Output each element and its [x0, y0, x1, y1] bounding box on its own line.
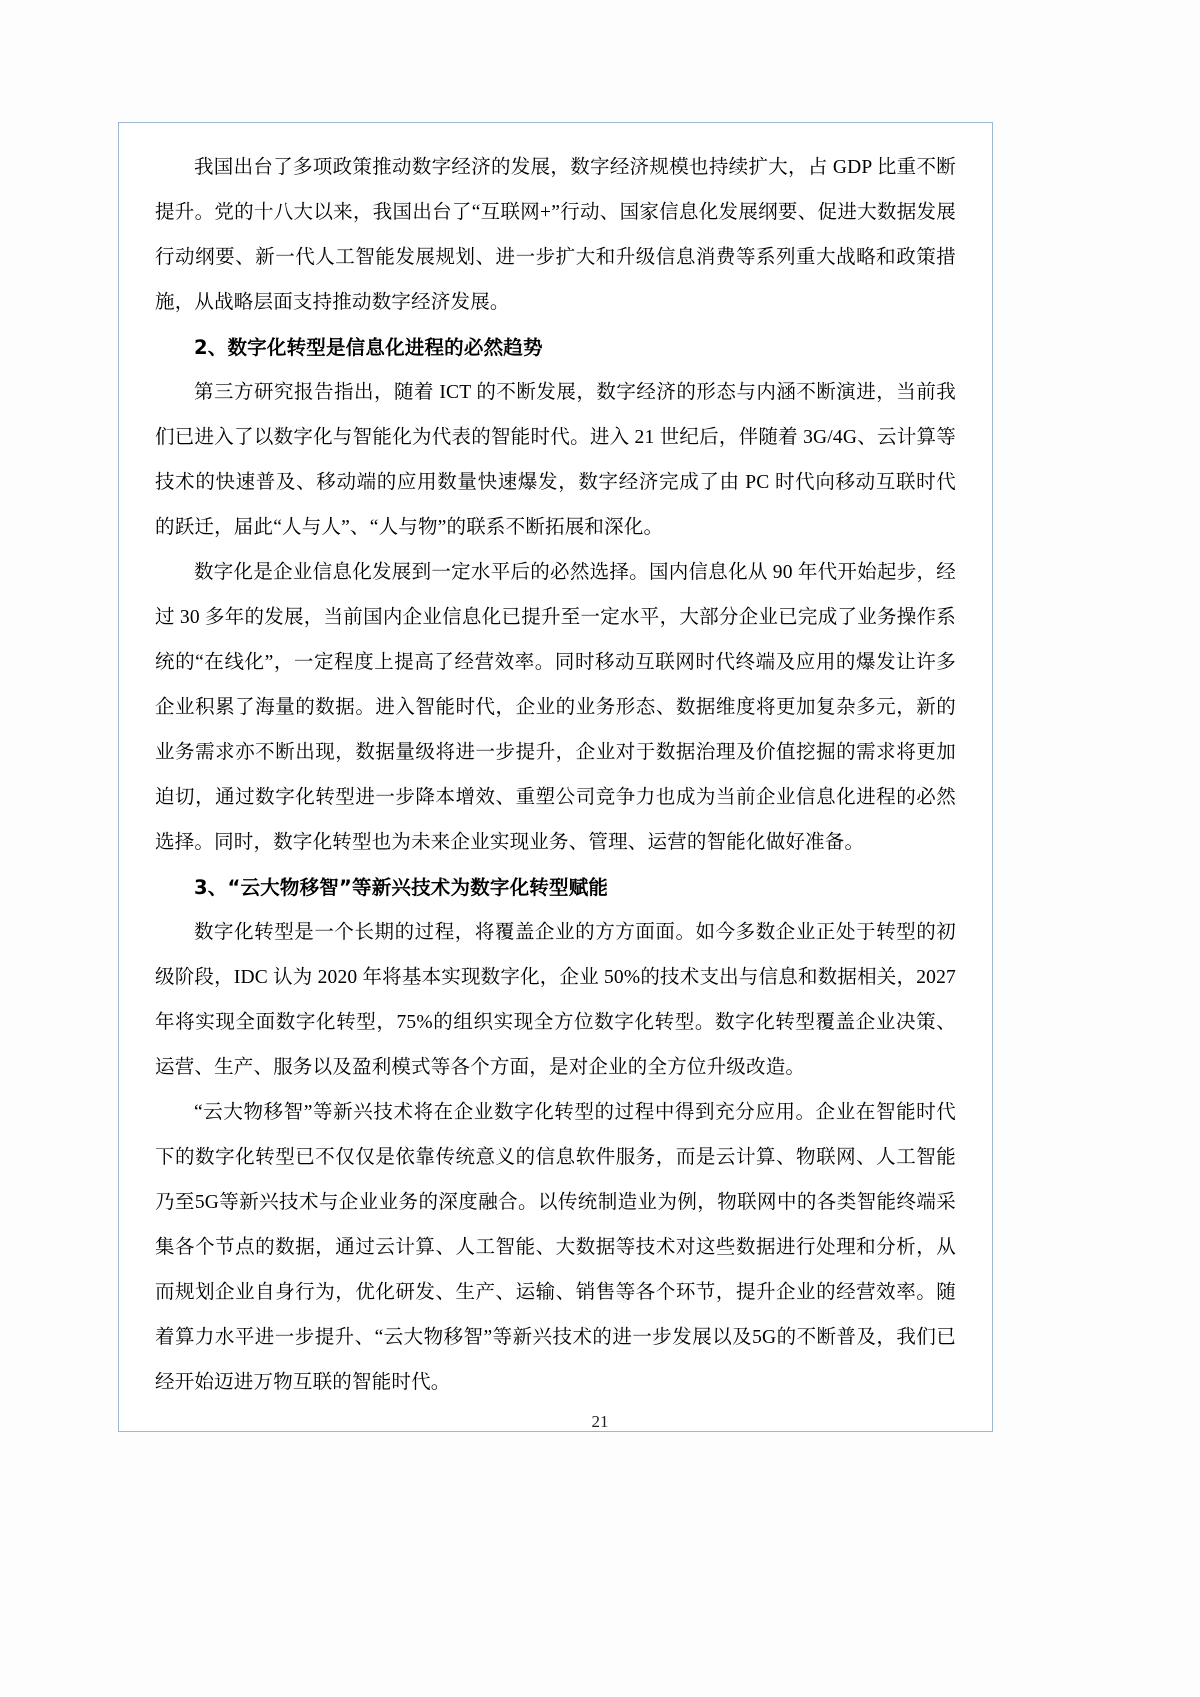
paragraph-idc: 数字化转型是一个长期的过程，将覆盖企业的方方面面。如今多数企业正处于转型的初级阶段，IDC 认为 2020 年将基本实现数字化，企业 50%的技术支出与信息和数据相关，2027 年将实现全面数字化转型，75%的组织实现全方位数字化转型。数字化转型覆盖企业决策、运营、生产、服务以及盈利模式等各个方面，是对企业的全方位升级改造。 [155, 922, 956, 1078]
heading-2: 2、数字化转型是信息化进程的必然趋势 [194, 336, 543, 359]
page-number: 21 [591, 1412, 609, 1431]
content-frame [118, 122, 993, 1432]
paragraph-ict: 第三方研究报告指出，随着 ICT 的不断发展，数字经济的形态与内涵不断演进，当前我们已进入了以数字化与智能化为代表的智能时代。进入 21 世纪后，伴随着 3G/4G、云计算等技术的快速普及、移动端的应用数量快速爆发，数字经济完成了由 PC 时代向移动互联时代的跃迁，届此“人与人”、“人与物”的联系不断拓展和深化。 [155, 382, 956, 538]
heading-3: 3、“云大物移智”等新兴技术为数字化转型赋能 [194, 876, 609, 899]
paragraph-emerging-tech: “云大物移智”等新兴技术将在企业数字化转型的过程中得到充分应用。企业在智能时代下的数字化转型已不仅仅是依靠传统意义的信息软件服务，而是云计算、物联网、人工智能乃至5G等新兴技术与企业业务的深度融合。以传统制造业为例，物联网中的各类智能终端采集各个节点的数据，通过云计算、人工智能、大数据等技术对这些数据进行处理和分析，从而规划企业自身行为，优化研发、生产、运输、销售等各个环节，提升企业的经营效率。随着算力水平进一步提升、“云大物移智”等新兴技术的进一步发展以及5G的不断普及，我们已经开始迈进万物互联的智能时代。 [155, 1102, 956, 1393]
paragraph-policy: 我国出台了多项政策推动数字经济的发展，数字经济规模也持续扩大，占 GDP 比重不断提升。党的十八大以来，我国出台了“互联网+”行动、国家信息化发展纲要、促进大数据发展行动纲要、新一代人工智能发展规划、进一步扩大和升级信息消费等系列重大战略和政策措施，从战略层面支持推动数字经济发展。 [155, 157, 956, 313]
paragraph-informatization: 数字化是企业信息化发展到一定水平后的必然选择。国内信息化从 90 年代开始起步，经过 30 多年的发展，当前国内企业信息化已提升至一定水平，大部分企业已完成了业务操作系统的“在线化”，一定程度上提高了经营效率。同时移动互联网时代终端及应用的爆发让许多企业积累了海量的数据。进入智能时代，企业的业务形态、数据维度将更加复杂多元，新的业务需求亦不断出现，数据量级将进一步提升，企业对于数据治理及价值挖掘的需求将更加迫切，通过数字化转型进一步降本增效、重塑公司竞争力也成为当前企业信息化进程的必然选择。同时，数字化转型也为未来企业实现业务、管理、运营的智能化做好准备。 [155, 562, 956, 853]
